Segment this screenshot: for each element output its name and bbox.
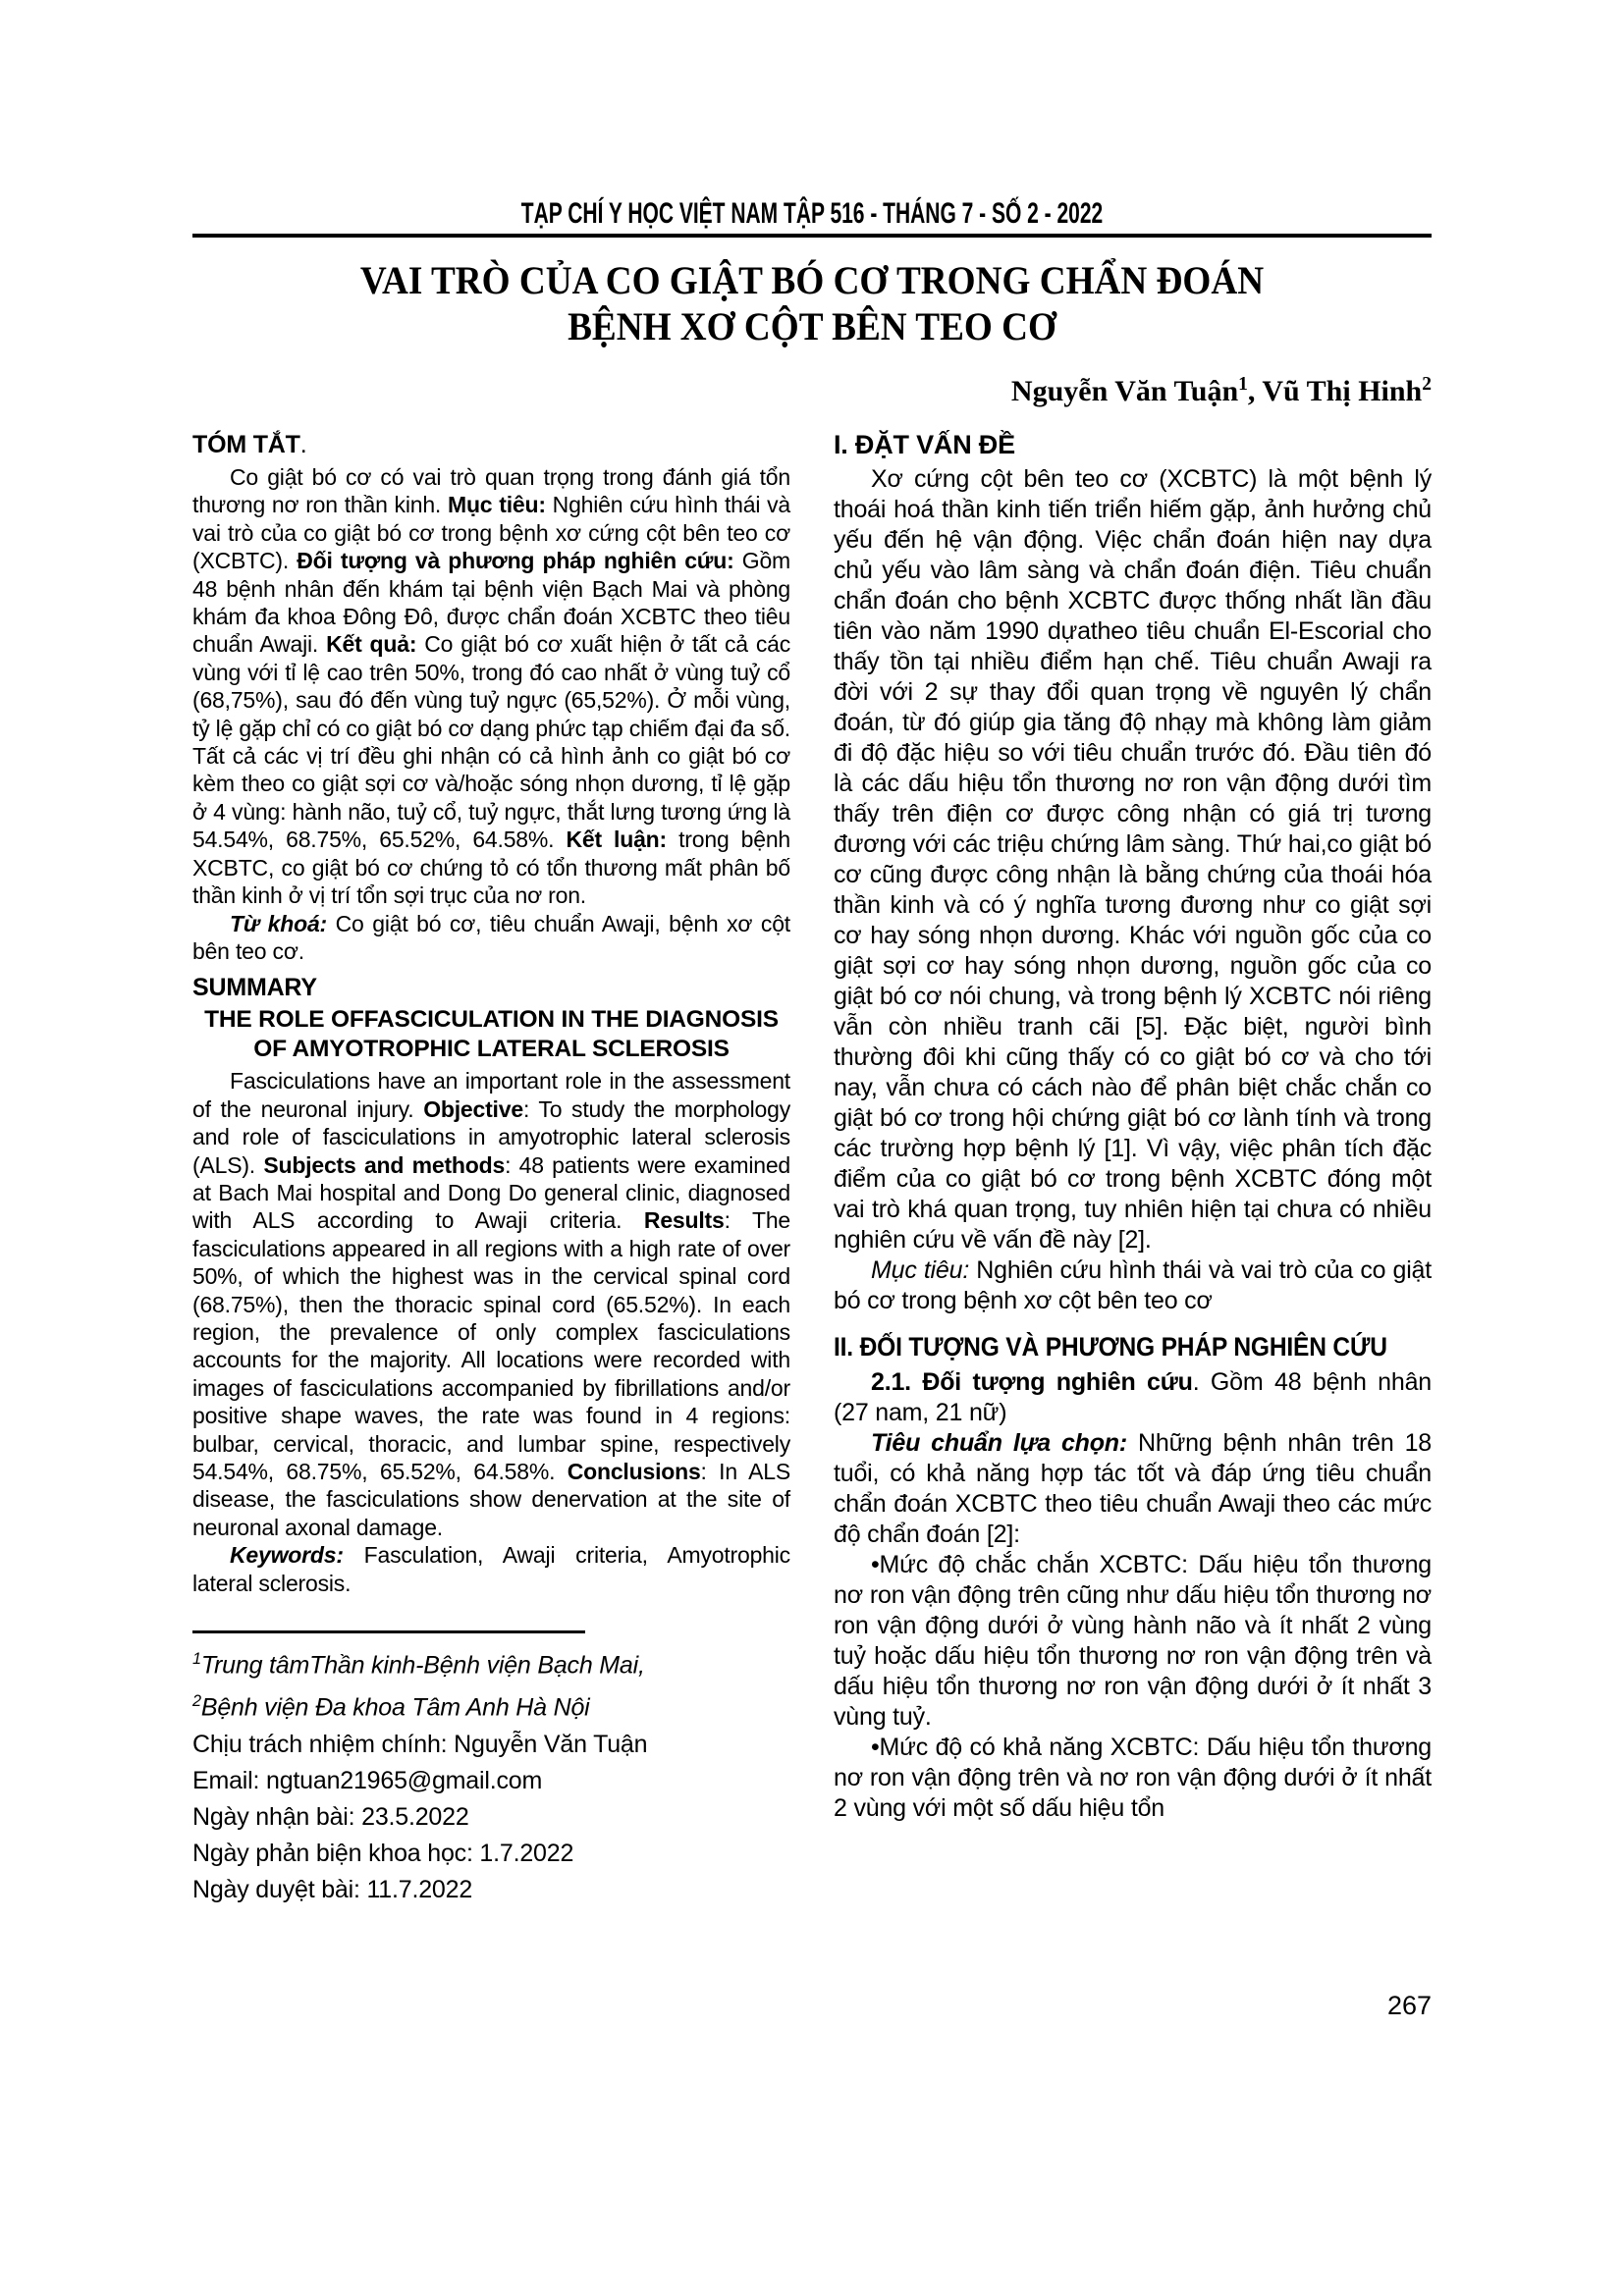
affiliation-1: $^1$Trung tâmThần kinh-Bệnh viện Bạch Mai, — [192, 1650, 645, 1680]
summary-paragraph: Fasciculations have an important role in the assessment of the neuronal injury. Objective: To study the morphology and role of fasciculations in amyotrophic lateral sclerosis (ALS). Subjects and methods: 48 patients were examined at Bach Mai hospital and Dong Do general clinic, diagnosed with ALS according to Awaji criteria. Results: The fasciculations appeared in all regions with a high rate of over 50%, of which the highest was in the cervical spinal cord (68.75%), then the thoracic spinal cord (65.52%). In each region, the prevalence of only complex fasciculations accounts for the majority. All locations were recorded with images of fasciculations accompanied by fibrillations and/or positive shape waves, the rate was found in 4 regions: bulbar, cervical, thoracic, and lumbar spine, respectively 54.54%, 68.75%, 65.52%, 64.58%. Conclusions: In ALS disease, the fasciculations show denervation at the site of neuronal axonal damage. — [192, 1068, 791, 1540]
section-2-heading: II. ĐỐI TƯỢNG VÀ PHƯƠNG PHÁP NGHIÊN CỨU — [834, 1332, 1387, 1362]
running-head: TẠP CHÍ Y HỌC VIỆT NAM TẬP 516 - THÁNG 7 - SỐ 2 - 2022 — [520, 197, 1104, 230]
header-rule — [192, 234, 1432, 238]
article-title-line-2: BỆNH XƠ CỘT BÊN TEO CƠ — [568, 304, 1056, 348]
accepted-date-line: Ngày duyệt bài: 11.7.2022 — [192, 1875, 473, 1903]
subjects-paragraph: 2.1. Đối tượng nghiên cứu. Gồm 48 bệnh nhân (27 nam, 21 nữ) — [834, 1368, 1432, 1426]
summary-heading: SUMMARY — [192, 974, 317, 1002]
email-line: Email: ngtuan21965@gmail.com — [192, 1766, 543, 1794]
two-column-body — [192, 430, 1432, 1908]
objective-paragraph: Mục tiêu: Nghiên cứu hình thái và vai trò của co giật bó cơ trong bệnh xơ cột bên teo cơ — [834, 1256, 1433, 1314]
keywords-vi-paragraph: Từ khoá: Co giật bó cơ, tiêu chuẩn Awaji, bệnh xơ cột bên teo cơ. — [192, 910, 790, 964]
section-1-heading: I. ĐẶT VẤN ĐỀ — [834, 430, 1015, 459]
review-date-line: Ngày phản biện khoa học: 1.7.2022 — [192, 1839, 574, 1867]
article-title-line-1: VAI TRÒ CỦA CO GIẬT BÓ CƠ TRONG CHẨN ĐOÁN — [359, 258, 1265, 302]
footnote-rule — [192, 1630, 585, 1633]
abstract-paragraph: Co giật bó cơ có vai trò quan trọng trong đánh giá tổn thương nơ ron thần kinh. Mục tiêu: Nghiên cứu hình thái và vai trò của co giật bó cơ trong bệnh xơ cứng cột bên teo cơ (XCBTC). Đối tượng và phương pháp nghiên cứu: Gồm 48 bệnh nhân đến khám tại bệnh viện Bạch Mai và phòng khám đa khoa Đông Đô, được chẩn đoán XCBTC theo tiêu chuẩn Awaji. Kết quả: Co giật bó cơ xuất hiện ở tất cả các vùng với tỉ lệ cao trên 50%, trong đó cao nhất ở vùng tuỷ cổ (68,75%), sau đó đến vùng tuỷ ngực (65,52%). Ở mỗi vùng, tỷ lệ gặp chỉ có co giật bó cơ dạng phức tạp chiếm đại đa số. Tất cả các vị trí đều ghi nhận có cả hình ảnh co giật bó cơ kèm theo co giật sợi cơ và/hoặc sóng nhọn dương, tỉ lệ gặp ở 4 vùng: hành não, tuỷ cổ, tuỷ ngực, thắt lưng tương ứng là 54.54%, 68.75%, 65.52%, 64.58%. Kết luận: trong bệnh XCBTC, co giật bó cơ chứng tỏ có tổn thương mất phân bố thần kinh ở vị trí tổn sợi trục của nơ ron. — [192, 464, 791, 909]
keywords-en-paragraph: Keywords: Fasculation, Awaji criteria, Amyotrophic lateral sclerosis. — [192, 1542, 790, 1596]
affiliation-2: $^2$Bệnh viện Đa khoa Tâm Anh Hà Nội — [192, 1692, 590, 1722]
received-date-line: Ngày nhận bài: 23.5.2022 — [192, 1802, 469, 1831]
left-column — [192, 430, 790, 1908]
bullet-definite-als: •Mức độ chắc chắn XCBTC: Dấu hiệu tổn thương nơ ron vận động trên cũng như dấu hiệu tổn thương nơ ron vận động dưới ở vùng hành não và ít nhất 2 vùng tuỷ hoặc dấu hiệu tổn thương nơ ron vận động trên và dấu hiệu tổn thương nơ ron vận động dưới ở ít nhất 3 vùng tuỷ. — [834, 1551, 1432, 1731]
authors-line: Nguyễn Văn Tuận$^1$, Vũ Thị Hinh$^2$ — [1010, 374, 1432, 407]
selection-criteria-paragraph: Tiêu chuẩn lựa chọn: Những bệnh nhân trên 18 tuổi, có khả năng hợp tác tốt và đáp ứng tiêu chuẩn chẩn đoán XCBTC theo tiêu chuẩn Awaji theo các mức độ chẩn đoán [2]: — [834, 1429, 1432, 1548]
article-title — [236, 257, 1388, 349]
bullet-probable-als: •Mức độ có khả năng XCBTC: Dấu hiệu tổn thương nơ ron vận động trên và nơ ron vận động dưới ở ít nhất 2 vùng với một số dấu hiệu tổn — [834, 1734, 1432, 1822]
corresponding-author-line: Chịu trách nhiệm chính: Nguyễn Văn Tuận — [192, 1730, 648, 1758]
introduction-paragraph: Xơ cứng cột bên teo cơ (XCBTC) là một bệnh lý thoái hoá thần kinh tiến triển hiếm gặp, ảnh hưởng chủ yếu đến hệ vận động. Việc chẩn đoán hiện nay dựa chủ yếu vào lâm sàng và chẩn đoán điện. Tiêu chuẩn chẩn đoán cho bệnh XCBTC được thống nhất lần đầu tiên vào năm 1990 dựatheo tiêu chuẩn El-Escorial cho thấy tồn tại nhiều điểm hạn chế. Tiêu chuẩn Awaji ra đời với 2 sự thay đổi quan trọng về nguyên lý chẩn đoán, từ đó giúp gia tăng độ nhạy mà không làm giảm đi độ đặc hiệu so với tiêu chuẩn trước đó. Đầu tiên đó là các dấu hiệu tổn thương nơ ron vận động dưới tìm thấy trên điện cơ được công nhận có giá trị tương đương với các triệu chứng lâm sàng. Thứ hai,co giật bó cơ cũng được công nhận là bằng chứng của thoái hóa thần kinh và có ý nghĩa tương đương như co giật sợi cơ hay sóng nhọn dương. Khác với nguồn gốc của co giật sợi cơ hay sóng nhọn dương, nguồn gốc của co giật bó cơ nói chung, và trong bệnh lý XCBTC nói riêng vẫn còn nhiều tranh cãi [5]. Đặc biệt, người bình thường đôi khi cũng thấy có co giật bó cơ và cho tới nay, vẫn chưa có cách nào để phân biệt chắc chắn co giật bó cơ trong hội chứng giật bó cơ lành tính và trong các trường hợp bệnh lý [1]. Vì vậy, việc phân tích đặc điểm của co giật bó cơ trong bệnh XCBTC đóng một vai trò khá quan trọng, tuy nhiên hiện tại chưa có nhiều nghiên cứu về vấn đề này [2]. — [834, 465, 1432, 1254]
page-number: 267 — [1386, 1991, 1432, 2020]
english-title: THE ROLE OFFASCICULATION IN THE DIAGNOSIS OF AMYOTROPHIC LATERAL SCLEROSIS — [204, 1006, 779, 1063]
tom-tat-heading: TÓM TẮT. — [192, 431, 307, 458]
right-column — [834, 430, 1432, 1908]
